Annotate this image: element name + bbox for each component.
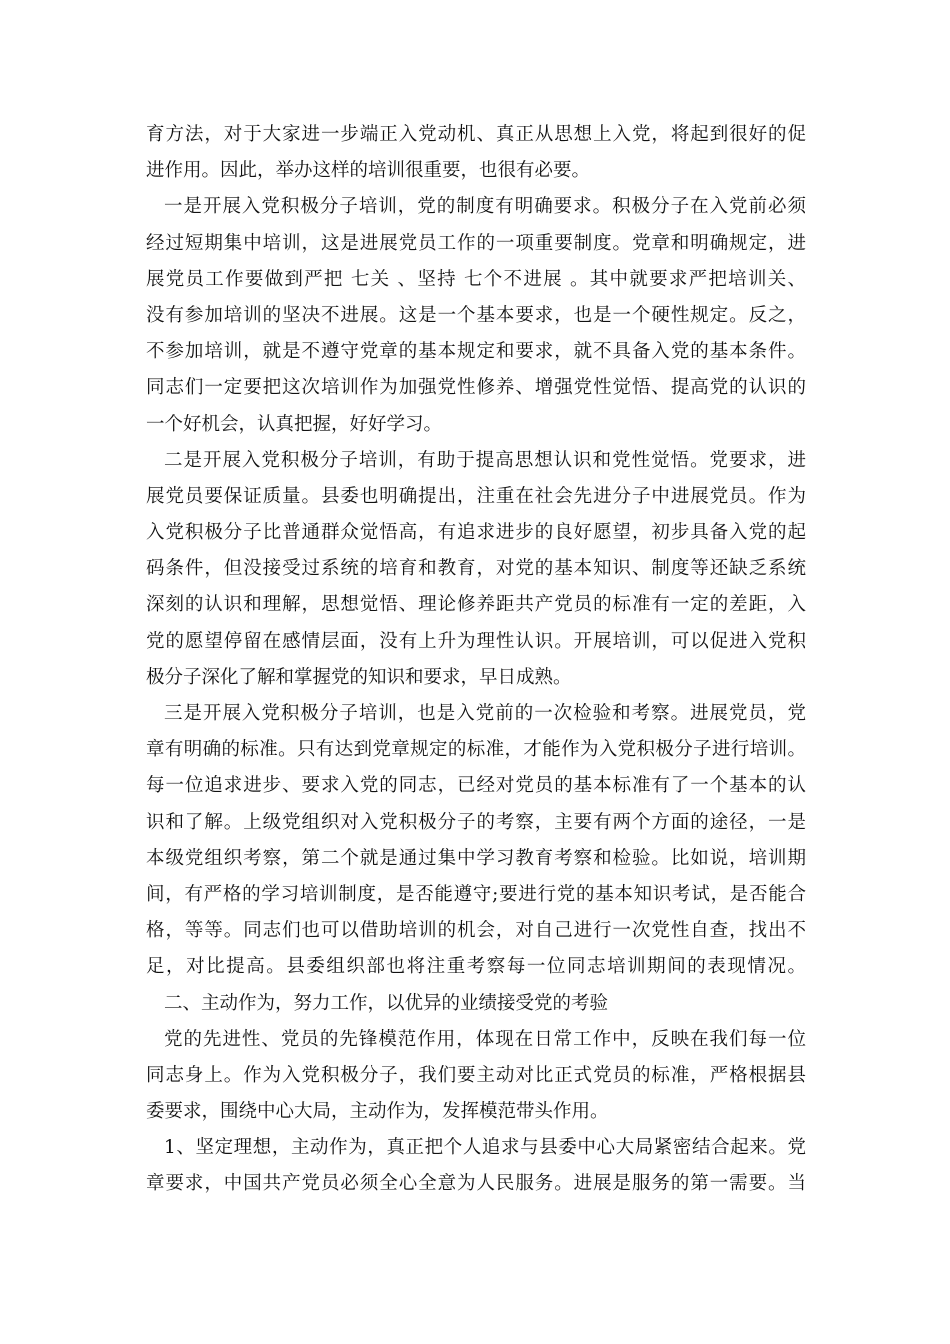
text-line: 同志身上。作为入党积极分子，我们要主动对比正式党员的标准，严格根据县 (146, 1064, 806, 1086)
text-line: 党的先进性、党员的先锋模范作用，体现在日常工作中，反映在我们每一位 (164, 1028, 806, 1050)
text-line: 三是开展入党积极分子培训，也是入党前的一次检验和考察。进展党员，党 (164, 703, 806, 724)
text-line: 育方法，对于大家进一步端正入党动机、真正从思想上入党，将起到很好的促 (146, 124, 806, 145)
text-line: 间，有严格的学习培训制度，是否能遵守;要进行党的基本知识考试，是否能合 (146, 883, 806, 905)
text-line: 1、坚定理想，主动作为，真正把个人追求与县委中心大局紧密结合起来。党 (164, 1137, 806, 1159)
text-line: 码条件，但没接受过系统的培育和教育，对党的基本知识、制度等还缺乏系统 (146, 558, 806, 580)
text-line: 入党积极分子比普通群众觉悟高，有追求进步的良好愿望，初步具备入党的起 (146, 522, 806, 544)
text-line: 同志们一定要把这次培训作为加强党性修养、增强党性觉悟、提高党的认识的 (146, 377, 806, 399)
text-line: 展党员工作要做到严把 七关 、坚持 七个不进展 。其中就要求严把培训关、 (146, 268, 806, 290)
text-line: 格，等等。同志们也可以借助培训的机会，对自己进行一次党性自查，找出不 (146, 920, 806, 942)
text-line: 不参加培训，就是不遵守党章的基本规定和要求，就不具备入党的基本条件。 (146, 341, 806, 363)
document-body (146, 117, 806, 1203)
text-line: 党的愿望停留在感情层面，没有上升为理性认识。开展培训，可以促进入党积 (146, 630, 806, 652)
text-line: 二是开展入党积极分子培训，有助于提高思想认识和党性觉悟。党要求，进 (164, 449, 806, 471)
text-line: 足，对比提高。县委组织部也将注重考察每一位同志培训期间的表现情况。 (146, 956, 806, 978)
text-line: 一是开展入党积极分子培训，党的制度有明确要求。积极分子在入党前必须 (164, 196, 806, 218)
text-line: 极分子深化了解和掌握党的知识和要求，早日成熟。 (146, 666, 572, 688)
text-line: 没有参加培训的坚决不进展。这是一个基本要求，也是一个硬性规定。反之， (146, 304, 806, 326)
text-line: 章要求，中国共产党员必须全心全意为人民服务。进展是服务的第一需要。当 (146, 1173, 806, 1195)
text-line: 识和了解。上级党组织对入党积极分子的考察，主要有两个方面的途径，一是 (146, 811, 806, 833)
text-line: 经过短期集中培训，这是进展党员工作的一项重要制度。党章和明确规定，进 (146, 232, 806, 254)
text-line: 二、主动作为，努力工作，以优异的业绩接受党的考验 (164, 992, 609, 1014)
text-line: 进作用。因此，举办这样的培训很重要，也很有必要。 (146, 160, 591, 182)
text-line: 本级党组织考察，第二个就是通过集中学习教育考察和检验。比如说，培训期 (146, 847, 806, 869)
text-line: 委要求，围绕中心大局，主动作为，发挥模范带头作用。 (146, 1101, 609, 1123)
text-line: 每一位追求进步、要求入党的同志，已经对党员的基本标准有了一个基本的认 (146, 775, 806, 797)
text-line: 章有明确的标准。只有达到党章规定的标准，才能作为入党积极分子进行培训。 (146, 739, 806, 761)
text-line: 深刻的认识和理解，思想觉悟、理论修养距共产党员的标准有一定的差距，入 (146, 594, 806, 616)
text-line: 一个好机会，认真把握，好好学习。 (146, 413, 443, 435)
text-line: 展党员要保证质量。县委也明确提出，注重在社会先进分子中进展党员。作为 (146, 485, 806, 507)
